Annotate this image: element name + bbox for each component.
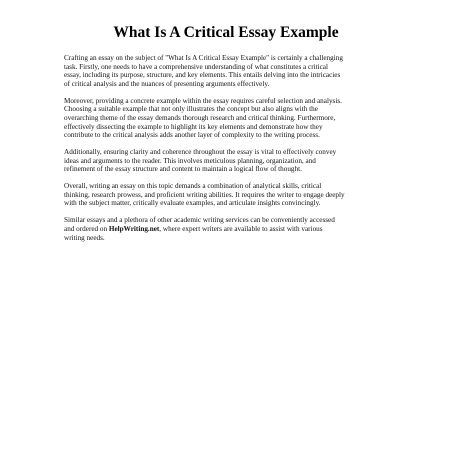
text-line: Overall, writing an essay on this topic demands a combination of analytical skills, critical xyxy=(64,182,322,191)
paragraph-closing xyxy=(64,216,402,242)
document-body xyxy=(64,54,402,251)
text-line: with the subject matter, critically evaluate examples, and articulate insights convincingly. xyxy=(64,199,321,208)
text-line: refinement of the essay structure and content to maintain a logical flow of thought. xyxy=(64,165,302,174)
text-line: effectively dissecting the example to highlight its key elements and demonstrate how they xyxy=(64,122,323,131)
text-segment: , where expert writers are available to assist with various xyxy=(159,225,323,234)
text-line: Moreover, providing a concrete example within the essay requires careful selection and analysis. xyxy=(64,96,342,105)
text-line: contribute to the critical analysis adds another layer of complexity to the writing process. xyxy=(64,131,320,140)
text-line: Crafting an essay on the subject of "What Is A Critical Essay Example" is certainly a challenging xyxy=(64,54,343,62)
text-line: overarching theme of the essay demands thorough research and critical thinking. Furthermore, xyxy=(64,113,336,122)
text-line: Similar essays and a plethora of other academic writing services can be conveniently accessed xyxy=(64,216,335,225)
paragraph-clarity xyxy=(64,148,402,174)
text-line: ideas and arguments to the reader. This involves meticulous planning, organization, and xyxy=(64,156,316,165)
text-line xyxy=(64,225,402,234)
text-line: essay, including its purpose, structure, and key elements. This entails delving into the intricacies xyxy=(64,71,341,80)
document-title: What Is A Critical Essay Example xyxy=(113,24,339,41)
text-segment: and ordered on xyxy=(64,225,109,234)
text-line: thinking, research prowess, and proficient writing abilities. It requires the writer to engage deeply xyxy=(64,190,345,199)
text-line: Choosing a suitable example that not only illustrates the concept but also aligns with the xyxy=(64,105,318,114)
paragraph-overall xyxy=(64,182,402,208)
text-line: of critical analysis and the nuances of presenting arguments effectively. xyxy=(64,79,270,88)
paragraph-intro xyxy=(64,54,402,88)
helpwriting-link[interactable]: HelpWriting.net xyxy=(108,225,160,234)
paragraph-example xyxy=(64,97,402,140)
text-line: task. Firstly, one needs to have a comprehensive understanding of what constitutes a critical xyxy=(64,62,328,71)
text-line: writing needs. xyxy=(64,233,105,242)
text-line: Additionally, ensuring clarity and coherence throughout the essay is vital to effectively convey xyxy=(64,148,337,157)
